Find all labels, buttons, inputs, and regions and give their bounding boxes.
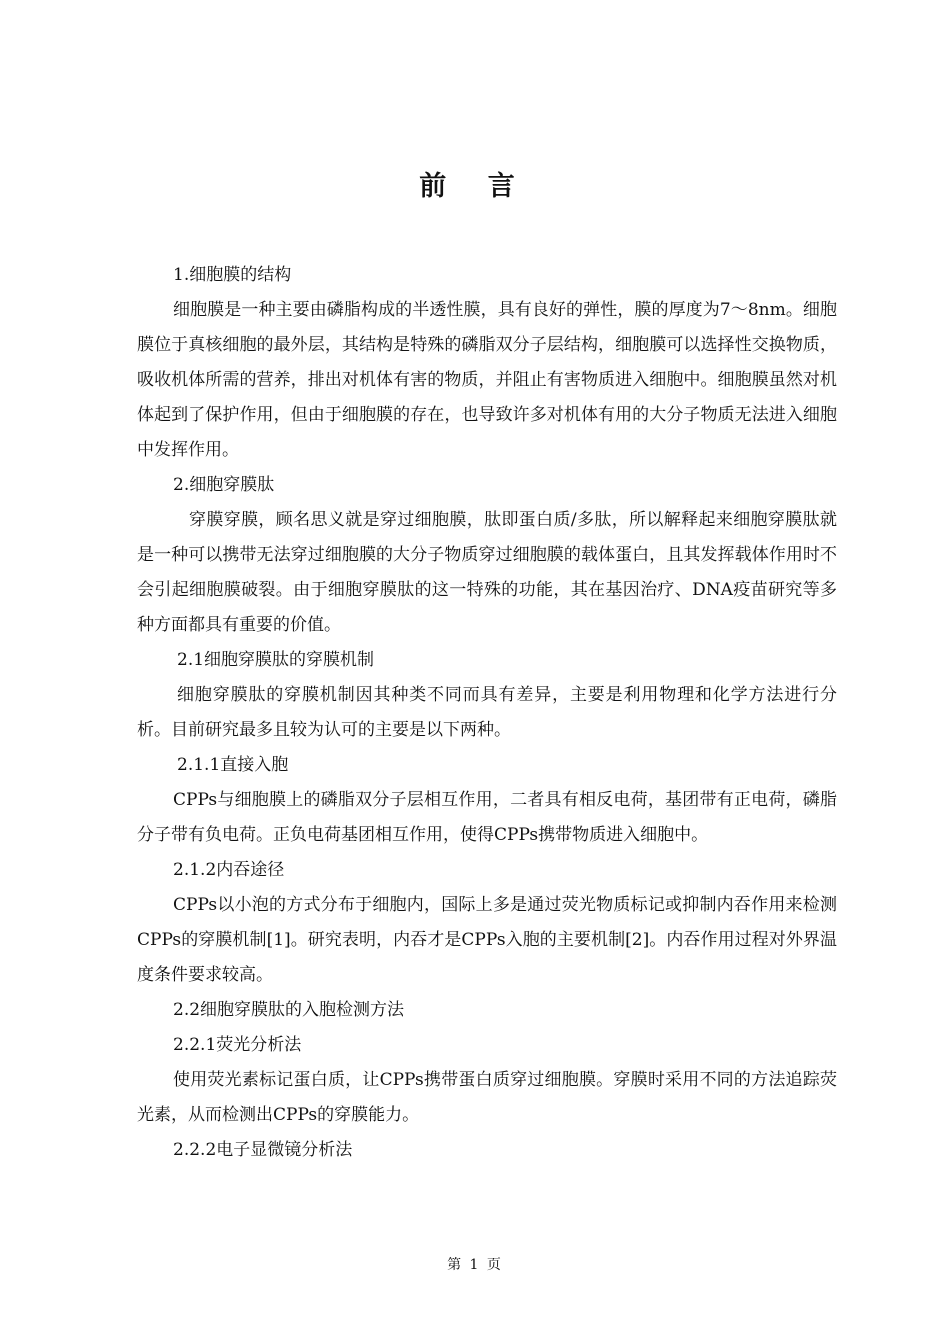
paragraph-endocytosis: CPPs以小泡的方式分布于细胞内，国际上多是通过荧光物质标记或抑制内吞作用来检测CPPs的穿膜机制[1]。研究表明，内吞才是CPPs入胞的主要机制[2]。内吞作用过程对外界温度条件要求较高。 bbox=[137, 895, 837, 985]
section-heading-2-1-2: 2.1.2内吞途径 bbox=[173, 860, 285, 880]
section-heading-2: 2.细胞穿膜肽 bbox=[173, 475, 275, 495]
page-number: 第 1 页 bbox=[447, 1257, 503, 1273]
paragraph-mechanism: 细胞穿膜肽的穿膜机制因其种类不同而具有差异，主要是利用物理和化学方法进行分析。目前研究最多且较为认可的主要是以下两种。 bbox=[137, 685, 837, 740]
section-heading-2-1-1: 2.1.1直接入胞 bbox=[177, 755, 289, 775]
paragraph-cpp-intro: 穿膜穿膜，顾名思义就是穿过细胞膜，肽即蛋白质/多肽，所以解释起来细胞穿膜肽就是一种可以携带无法穿过细胞膜的大分子物质穿过细胞膜的载体蛋白，且其发挥载体作用时不会引起细胞膜破裂。由于细胞穿膜肽的这一特殊的功能，其在基因治疗、DNA疫苗研究等多种方面都具有重要的价值。 bbox=[137, 510, 837, 635]
document-body bbox=[137, 258, 837, 1168]
page-title: 前 言 bbox=[419, 171, 531, 202]
section-heading-2-2: 2.2细胞穿膜肽的入胞检测方法 bbox=[173, 1000, 405, 1020]
paragraph-direct-entry: CPPs与细胞膜上的磷脂双分子层相互作用，二者具有相反电荷，基团带有正电荷，磷脂分子带有负电荷。正负电荷基团相互作用，使得CPPs携带物质进入细胞中。 bbox=[137, 790, 837, 845]
paragraph-fluorescence: 使用荧光素标记蛋白质，让CPPs携带蛋白质穿过细胞膜。穿膜时采用不同的方法追踪荧光素，从而检测出CPPs的穿膜能力。 bbox=[137, 1070, 837, 1125]
section-heading-2-2-2: 2.2.2电子显微镜分析法 bbox=[173, 1140, 353, 1160]
section-heading-1: 1.细胞膜的结构 bbox=[173, 265, 292, 285]
section-heading-2-2-1: 2.2.1荧光分析法 bbox=[173, 1035, 302, 1055]
section-heading-2-1: 2.1细胞穿膜肽的穿膜机制 bbox=[177, 650, 375, 670]
paragraph-cell-membrane: 细胞膜是一种主要由磷脂构成的半透性膜，具有良好的弹性，膜的厚度为7～8nm。细胞膜位于真核细胞的最外层，其结构是特殊的磷脂双分子层结构，细胞膜可以选择性交换物质，吸收机体所需的营养，排出对机体有害的物质，并阻止有害物质进入细胞中。细胞膜虽然对机体起到了保护作用，但由于细胞膜的存在，也导致许多对机体有用的大分子物质无法进入细胞中发挥作用。 bbox=[137, 300, 837, 460]
